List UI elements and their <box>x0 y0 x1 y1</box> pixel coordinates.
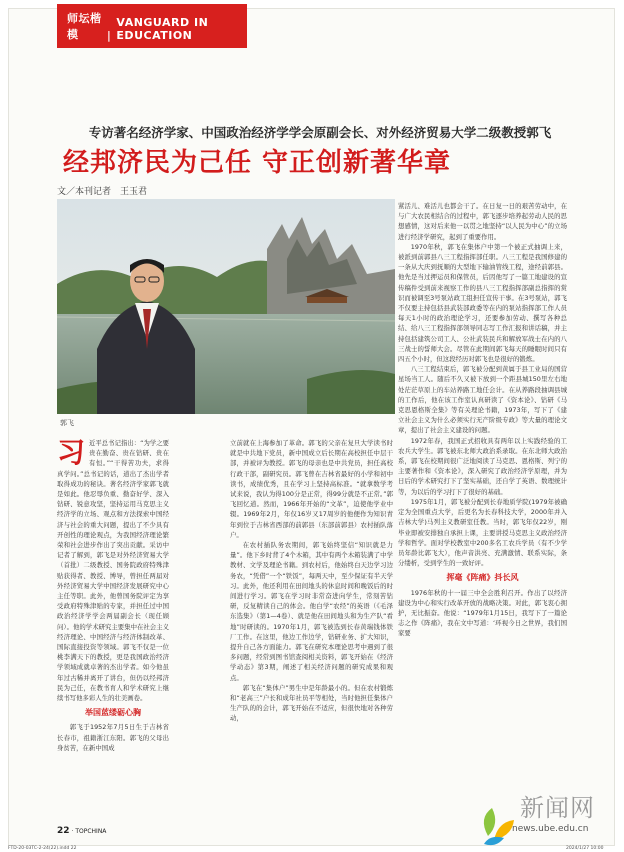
article-column-2 <box>230 438 393 818</box>
section-banner <box>57 4 247 48</box>
article-subtitle: 专访著名经济学家、中国政治经济学学会原副会长、对外经济贸易大学二级教授郭飞 <box>88 125 552 140</box>
paragraph: 1975年1月，郭飞被分配到长春地质学院(1979年被确定为全国重点大学，后更名为长春科技大学，2000年并入吉林大学)马列主义教研室任教。当时，郭飞年仅22岁，刚毕业即被安排独自承担上课，主要讲授马克思主义政治经济学和哲学。面对学校教室中200多名工农兵学员（有不少学员年龄比郭飞大），他声音洪亮、充满激情、联系实际，条分缕析，受到学生的一致好评。 <box>398 497 567 568</box>
paragraph: 郭飞在“集体户”男生中是年龄最小的。但在农村锻炼和“老高三”户长和成年社员平等相处，当时他担任集体户生产队的的会计，郭飞开始在不适应，但很快地对各种劳动， <box>230 683 393 723</box>
paragraph: 紧活儿、难活儿也都会干了。在日复一日的艰苦劳动中，在与广大农民相结合的过程中，郭飞逐步培养起劳动人民的思想感情，这对后来他一以贯之地坚持“以人民为中心”的立场进行经济学研究，起到了重要作用。 <box>398 202 567 241</box>
watermark-title: 新闻网 <box>520 794 595 822</box>
paragraph: 1972年春，我国正式招收具有两年以上实践经验的工农兵大学生。郭飞被东北师大政治系录取。在东北师大政治系，郭飞在校期间很广泛地阅读了马克思、恩格斯、列宁的主要著作和《资本论》，深入研究了政治经济学原理，并为日后的学术研究打下了坚实基础，还自学了英语、数理统计等，为以后的学习打下了很好的基础。 <box>398 436 567 496</box>
paragraph: 八三工程结束后，郭飞被分配到黄属于县工业局的国营星场当工人。随后不久又被下放到一个距县城150里左右地处茫茫草原上的车站养路工地任会计。在从养路段抽调县城的工作后，他在该工作室认真研读了《资本论》、钻研《马克思恩格斯全集》等有关理论书籍，1973年，写下了《建立社会主义为什么必须实行无产阶级专政》等大量的理论文章，提出了社会主义建设的问题。 <box>398 365 567 435</box>
portrait-photo-image <box>57 199 395 414</box>
watermark-url: news.ube.edu.cn <box>512 824 589 834</box>
paragraph: 立前就在上海参加了革命。郭飞的父亲在复旦大学读书时就是中共地下党员，新中国成立后长期在高校担任中层干部，并被评为教授。郭飞的母亲也是中共党员，担任高校行政干部，副研究员。郭飞曾在吉林省最好的小学和初中读书，成绩优秀，且在学习上坚持高标准。“就拿数学考试来说，我认为得100分是正常，得99分就是不正常。”郭飞回忆道。然而，1966年开始的“文革”，迫使他学业中辍。1969年2月，年仅16岁又17周岁的他便作为知识青年到位于吉林省西部的前郭县（东部前郭县）农村插队落户。 <box>230 439 393 539</box>
page-number: 22 <box>57 826 70 836</box>
print-slug: FTD-20-03TC-2-24(22).indd 22 <box>8 846 77 851</box>
page-footer <box>57 826 106 836</box>
article-headline: 经邦济民为己任 守正创新著华章 <box>63 148 452 178</box>
print-timestamp: 2024/1/27 10:00 <box>566 846 604 851</box>
section-heading-1: 举国蓝缕砺心胸 <box>85 708 141 718</box>
banner-separator: | <box>106 29 112 42</box>
section-heading-2: 挥毫《阵痛》抖长风 <box>446 573 519 583</box>
paragraph: 1976年秋的十一届三中全会胜利召开。作出了以经济建设为中心和实行改革开放的战略决策。对此，郭飞衷心拥护，无比振奋。他说：“1979年1月15日，我写下了一篇论志之作《阵痛》，我在文中写道：‘环视今日之世界，我们国家要 <box>398 588 567 638</box>
article-byline: 文／本刊记者 王玉君 <box>57 187 148 197</box>
portrait-photo <box>57 199 395 414</box>
banner-section-cn: 师坛楷模 <box>67 12 102 41</box>
paragraph: 郭飞于1952年7月5日生于吉林省长春市，祖籍浙江东阳。郭飞的父母出身贫苦，在新中国成 <box>57 723 169 752</box>
paragraph: 1970年秋，郭飞在集体户中第一个被正式抽调上来，被派到前郭县八三工程指挥部任职。八三工程是我国修建的一条从大庆到抚顺的大型地下输油管线工程，途经前郭县。他先是当过押运员和保管员，后因他写了一篇工地建设的宣传稿件受到前来视察工作的县八三工程指挥部副总指挥的赏识而被调至3号泵站政工组担任宣传干事。在3号泵站，郭飞不仅要主持包括县武装部政委等在内的泵站指挥部工作人员每天1小时的政治理论学习，还要参加劳动、撰写各种总结、给八三工程指挥部领导同志写工作汇报和讲话稿，并主持包括建筑公司工人、公社武装民兵和解放军战士在内的八三战士的誓师大会。尽管在此期间郭飞每天的睡眠时间只有四五个小时，但这段经历对郭飞也是很好的锻炼。 <box>398 242 567 364</box>
photo-caption: 郭飞 <box>60 419 74 427</box>
article-column-1 <box>57 438 169 818</box>
dropcap: 习 <box>57 438 86 469</box>
magazine-brand: · TOPCHINA <box>71 828 107 835</box>
article-column-3 <box>398 201 567 823</box>
banner-section-en: VANGUARD IN EDUCATION <box>116 16 209 42</box>
intro-paragraph: 近平总书记指出：“为学之要贵在勤奋、贵在钻研、贵在有恒。”“干得苦功夫，求得真学问。”总书记的话，道出了杰出学者取得成功的秘诀。著名经济学家郭飞就是如此。他忍辱负重、勤奋好学、深入钻研、锐意攻坚，坚持运用马克思主义经济学的立场、观点和方法探索中国经济与社会的重大问题，提出了不少具有开创性的理论观点，为我国经济理论繁荣和社会进步作出了突出贡献。采访中记者了解到，郭飞是对外经济贸易大学（首批）二级教授、国务院政府特殊津贴获得者、教授、博导，曾担任两届对外经济贸易大学中国经济发展研究中心主任等职。此外，他曾国务院评定为享受政府特殊津贴的专家，并担任过中国政治经济学学会两届副会长（现任顾问）。他的学术研究主要集中在社会主义经济理论、中国经济与经济体制改革、国际直接投资等领域。郭飞不仅是一位桃李满天下的教授，更是我国政治经济学领域成就卓著的杰出学者。如今他虽年过古稀并离开了讲台，但仍以经邦济民为己任，在教书育人和学术研究上继续书写他多彩人生的壮美画卷。 <box>57 439 169 703</box>
paragraph: 在农村插队务农期间，郭飞始终坚信“知识就是力量”。他下乡时背了4个木箱，其中有两个木箱装满了中学教材、文学及理论书籍。到农村后，他始终白天边学习边务农，“凭借”一个“铁饭”，每两天中，至少保证有半天学习。此外，他还利用在田间地头的休息时间和晚饭后的时间进行学习。郭飞在学习时非常奋进向学生，常刻苦钻研，反复精读自己的体会。他白学“农经”的英语（《毛泽东选集》（第1—4卷）、就是他在田间地头和为生产队“看地”时研读的。1970年1月，郭飞被选到长春黄瑞钱体铁厂工作。在这里，他边工作边学，钻研业务、扩大知识，提升自己各方面能力。郭飞在研究本理论思考中遇到了很多问题，经常到图书馆查阅相关资料，郭飞开始在《经济学动态》第3期，阐述了相关经济问题的研究成果和观点。 <box>230 541 393 682</box>
